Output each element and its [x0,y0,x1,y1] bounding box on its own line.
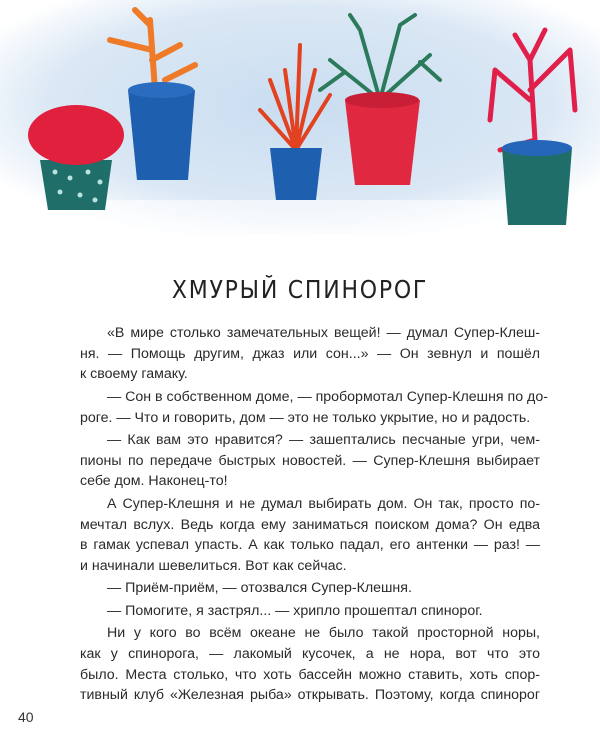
text-line: А Супер-Клешня и не думал выбирать дом. Он так, просто по- [107,495,540,512]
potted-plants-illustration [0,0,600,245]
text-line: роге. — Что и говорить, дом — это не только укрытие, но и радость. [80,409,531,426]
text-line: в гамак успевал упасть. А как только падал, его антенки — раз! — [80,537,540,554]
text-line: Ни у кого во всём океане не было такой просторной норы, [107,625,540,642]
text-line: тивный клуб «Железная рыба» открывать. Поэтому, когда спинорог [80,687,540,704]
text-line: — Как вам это нравится? — зашептались песчаные угри, чем- [107,432,540,449]
text-line: — Сон в собственном доме, — пробормотал Супер-Клешня по до- [107,388,548,405]
chapter-title: ХМУРЫЙ СПИНОРОГ [171,274,429,304]
page-number: 40 [18,709,34,725]
text-line: ня. — Помощь другим, джаз или сон...» — Он зевнул и пошёл [80,345,540,362]
text-line: — Помогите, я застрял... — хрипло прошептал спинорог. [107,602,483,619]
text-line: и начинали шевелиться. Вот как сейчас. [80,557,347,574]
text-line: пионы по передаче быстрых новостей. — Супер-Клешня выбирает [80,452,540,469]
text-line: как у спинорога, — лакомый кусочек, а не нора, вот что это [80,646,540,663]
text-line: себе дом. Наконец-то! [80,473,228,490]
body-text [80,323,548,706]
text-line: было. Места столько, что хоть бассейн можно ставить, хоть спор- [80,666,540,683]
text-line: — Приём-приём, — отозвался Супер-Клешня. [107,580,412,597]
text-line: мечтал вслух. Ведь когда ему заниматься поиском дома? Он едва [80,516,540,533]
text-line: к своему гамаку. [80,366,188,383]
text-line: «В мире столько замечательных вещей! — думал Супер-Клеш- [107,325,540,341]
